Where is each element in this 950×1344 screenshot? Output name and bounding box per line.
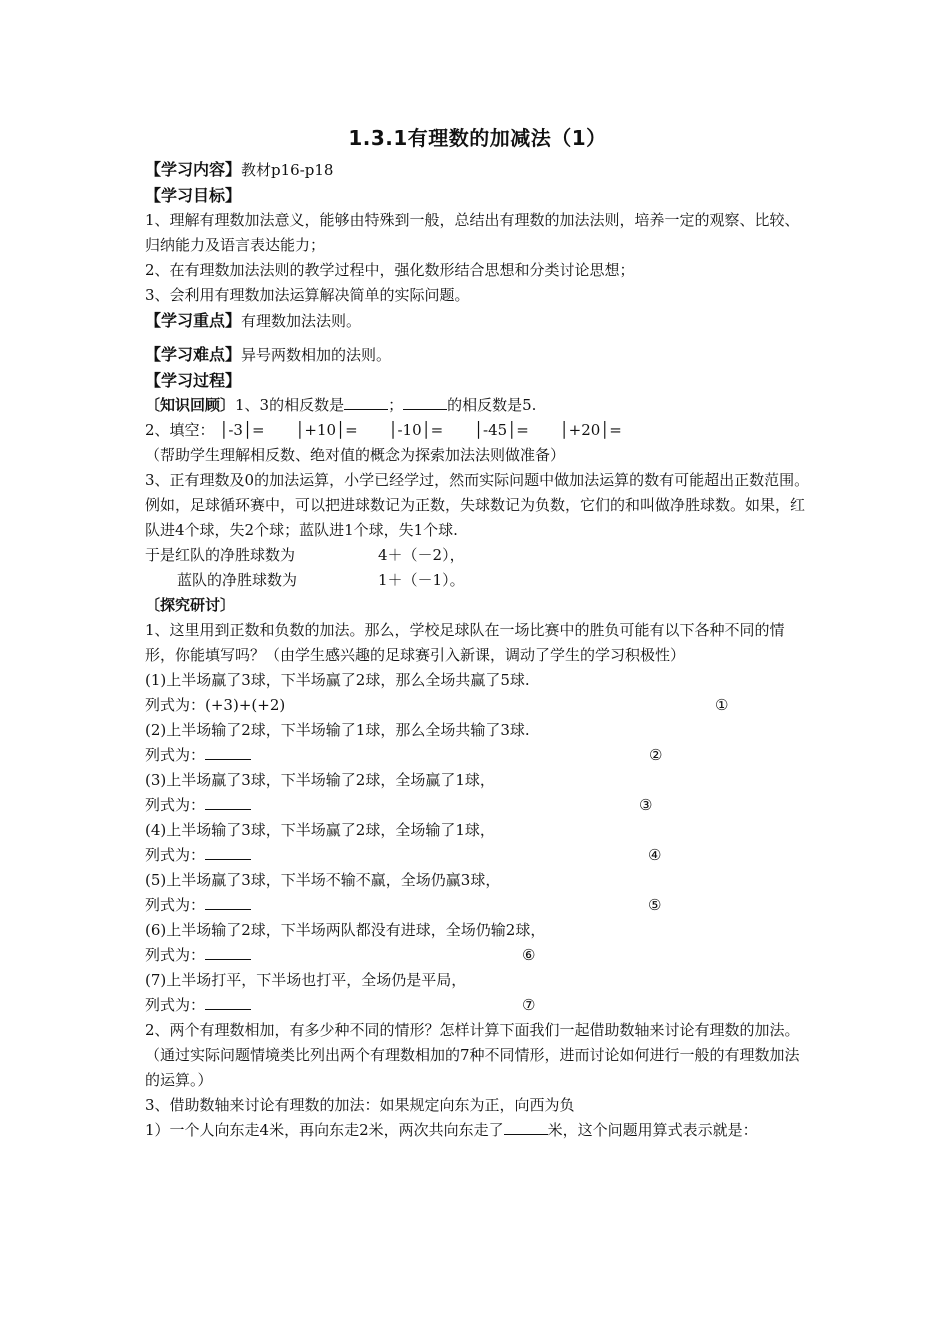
formula-blank[interactable] — [205, 895, 251, 910]
explore-p2: 2、两个有理数相加，有多少种不同的情形？怎样计算下面我们一起借助数轴来讨论有理数的加法。 — [145, 1021, 800, 1039]
difficulty-line — [145, 342, 810, 368]
case-formula-row — [145, 743, 810, 768]
red-label: 于是红队的净胜球数为 — [145, 546, 296, 564]
abs-cell: │+20│= — [559, 421, 622, 439]
key-label: 【学习重点】 — [145, 311, 242, 330]
explore-p3: 3、借助数轴来讨论有理数的加法：如果规定向东为正，向西为负 — [145, 1096, 575, 1114]
case-number: ① — [715, 696, 729, 714]
formula-answer: (+3)+(+2) — [205, 696, 286, 714]
case-text: (3)上半场赢了3球，下半场输了2球，全场赢了1球， — [145, 771, 495, 789]
explore-p4 — [145, 1118, 810, 1143]
abs-cell: │+10│= — [295, 421, 358, 439]
blue-label: 蓝队的净胜球数为 — [177, 571, 298, 589]
explore-p2-note: （通过实际问题情境类比列出两个有理数相加的7种不同情形，进而讨论如何进行一般的有理数加法的运算。） — [145, 1046, 800, 1089]
review-q2-label: 2、填空： — [145, 421, 215, 439]
case-formula-row — [145, 993, 810, 1018]
review-q1-b: ； — [388, 396, 404, 414]
blue-expression: 1＋（－1）。 — [378, 571, 465, 589]
case-text: (1)上半场赢了3球，下半场赢了2球，那么全场共赢了5球. — [145, 671, 530, 689]
answer-blank[interactable] — [504, 1120, 548, 1135]
process-heading: 【学习过程】 — [145, 371, 242, 390]
formula-label: 列式为： — [145, 846, 206, 864]
case-formula-row — [145, 793, 810, 818]
formula-label: 列式为： — [145, 946, 206, 964]
worksheet-page — [145, 122, 810, 1143]
review-q1-c: 的相反数是5. — [447, 396, 537, 414]
case-text: (7)上半场打平，下半场也打平，全场仍是平局， — [145, 971, 467, 989]
review-q2 — [145, 418, 810, 443]
abs-cell: │-45│= — [474, 421, 529, 439]
review-label: 〔知识回顾〕 — [145, 396, 236, 414]
goal-item-2: 2、在有理数加法法则的教学过程中，强化数形结合思想和分类讨论思想； — [145, 261, 635, 279]
formula-blank[interactable] — [205, 845, 251, 860]
case-number: ④ — [648, 846, 662, 864]
goal-item-3: 3、会利用有理数加法运算解决简单的实际问题。 — [145, 286, 470, 304]
red-expression: 4＋（－2）， — [378, 546, 465, 564]
blue-team-line — [145, 568, 810, 593]
formula-label: 列式为： — [145, 796, 206, 814]
answer-blank[interactable] — [403, 395, 447, 410]
goal-item-1: 1、理解有理数加法意义，能够由特殊到一般，总结出有理数的加法法则，培养一定的观察、比较、归纳能力及语言表达能力； — [145, 211, 800, 254]
red-team-line — [145, 543, 810, 568]
case-formula-row — [145, 893, 810, 918]
case-number: ② — [649, 746, 663, 764]
formula-label: 列式为： — [145, 746, 206, 764]
formula-label: 列式为： — [145, 896, 206, 914]
explore-heading: 〔探究研讨〕 — [145, 596, 236, 614]
content-text: 教材p16-p18 — [241, 161, 334, 179]
case-formula-row — [145, 693, 810, 718]
page-title: 1.3.1有理数的加减法（1） — [348, 126, 607, 150]
spacer — [145, 334, 810, 342]
case-formula-row — [145, 943, 810, 968]
formula-blank[interactable] — [205, 995, 251, 1010]
case-number: ⑥ — [522, 946, 536, 964]
case-text: (6)上半场输了2球，下半场两队都没有进球，全场仍输2球， — [145, 921, 546, 939]
difficulty-label: 【学习难点】 — [145, 345, 242, 364]
key-text: 有理数加法法则。 — [241, 312, 362, 330]
case-text: (2)上半场输了2球，下半场输了1球，那么全场共输了3球. — [145, 721, 530, 739]
content-label: 【学习内容】 — [145, 160, 242, 179]
explore-intro: 1、这里用到正数和负数的加法。那么，学校足球队在一场比赛中的胜负可能有以下各种不同的情形，你能填写吗？（由学生感兴趣的足球赛引入新课，调动了学生的学习积极性） — [145, 621, 785, 664]
case-number: ③ — [639, 796, 653, 814]
case-text: (4)上半场输了3球，下半场赢了2球，全场输了1球， — [145, 821, 495, 839]
answer-blank[interactable] — [344, 395, 388, 410]
content-line — [145, 157, 810, 183]
formula-blank[interactable] — [205, 745, 251, 760]
goals-heading: 【学习目标】 — [145, 186, 242, 205]
explore-p4-a: 1）一个人向东走4米，再向东走2米，两次共向东走了 — [145, 1121, 504, 1139]
case-text: (5)上半场赢了3球，下半场不输不赢，全场仍赢3球， — [145, 871, 501, 889]
review-q1 — [145, 393, 810, 418]
formula-blank[interactable] — [205, 945, 251, 960]
review-note: （帮助学生理解相反数、绝对值的概念为探索加法法则做准备） — [145, 446, 566, 464]
case-formula-row — [145, 843, 810, 868]
key-line — [145, 308, 810, 334]
formula-blank[interactable] — [205, 795, 251, 810]
case-number: ⑤ — [648, 896, 662, 914]
abs-cell: │-10│= — [388, 421, 444, 439]
review-q1-a: 1、3的相反数是 — [235, 396, 345, 414]
abs-cell: │-3│= — [219, 421, 265, 439]
case-number: ⑦ — [522, 996, 536, 1014]
explore-p4-b: 米，这个问题用算式表示就是： — [547, 1121, 758, 1139]
formula-label: 列式为： — [145, 996, 206, 1014]
review-q3: 3、正有理数及0的加法运算，小学已经学过，然而实际问题中做加法运算的数有可能超出正数范围。例如，足球循环赛中，可以把进球数记为正数，失球数记为负数，它们的和叫做净胜球数。如果，红队进4个球，失2个球；蓝队进1个球，失1个球. — [145, 471, 810, 539]
difficulty-text: 异号两数相加的法则。 — [241, 346, 392, 364]
formula-label: 列式为： — [145, 696, 206, 714]
